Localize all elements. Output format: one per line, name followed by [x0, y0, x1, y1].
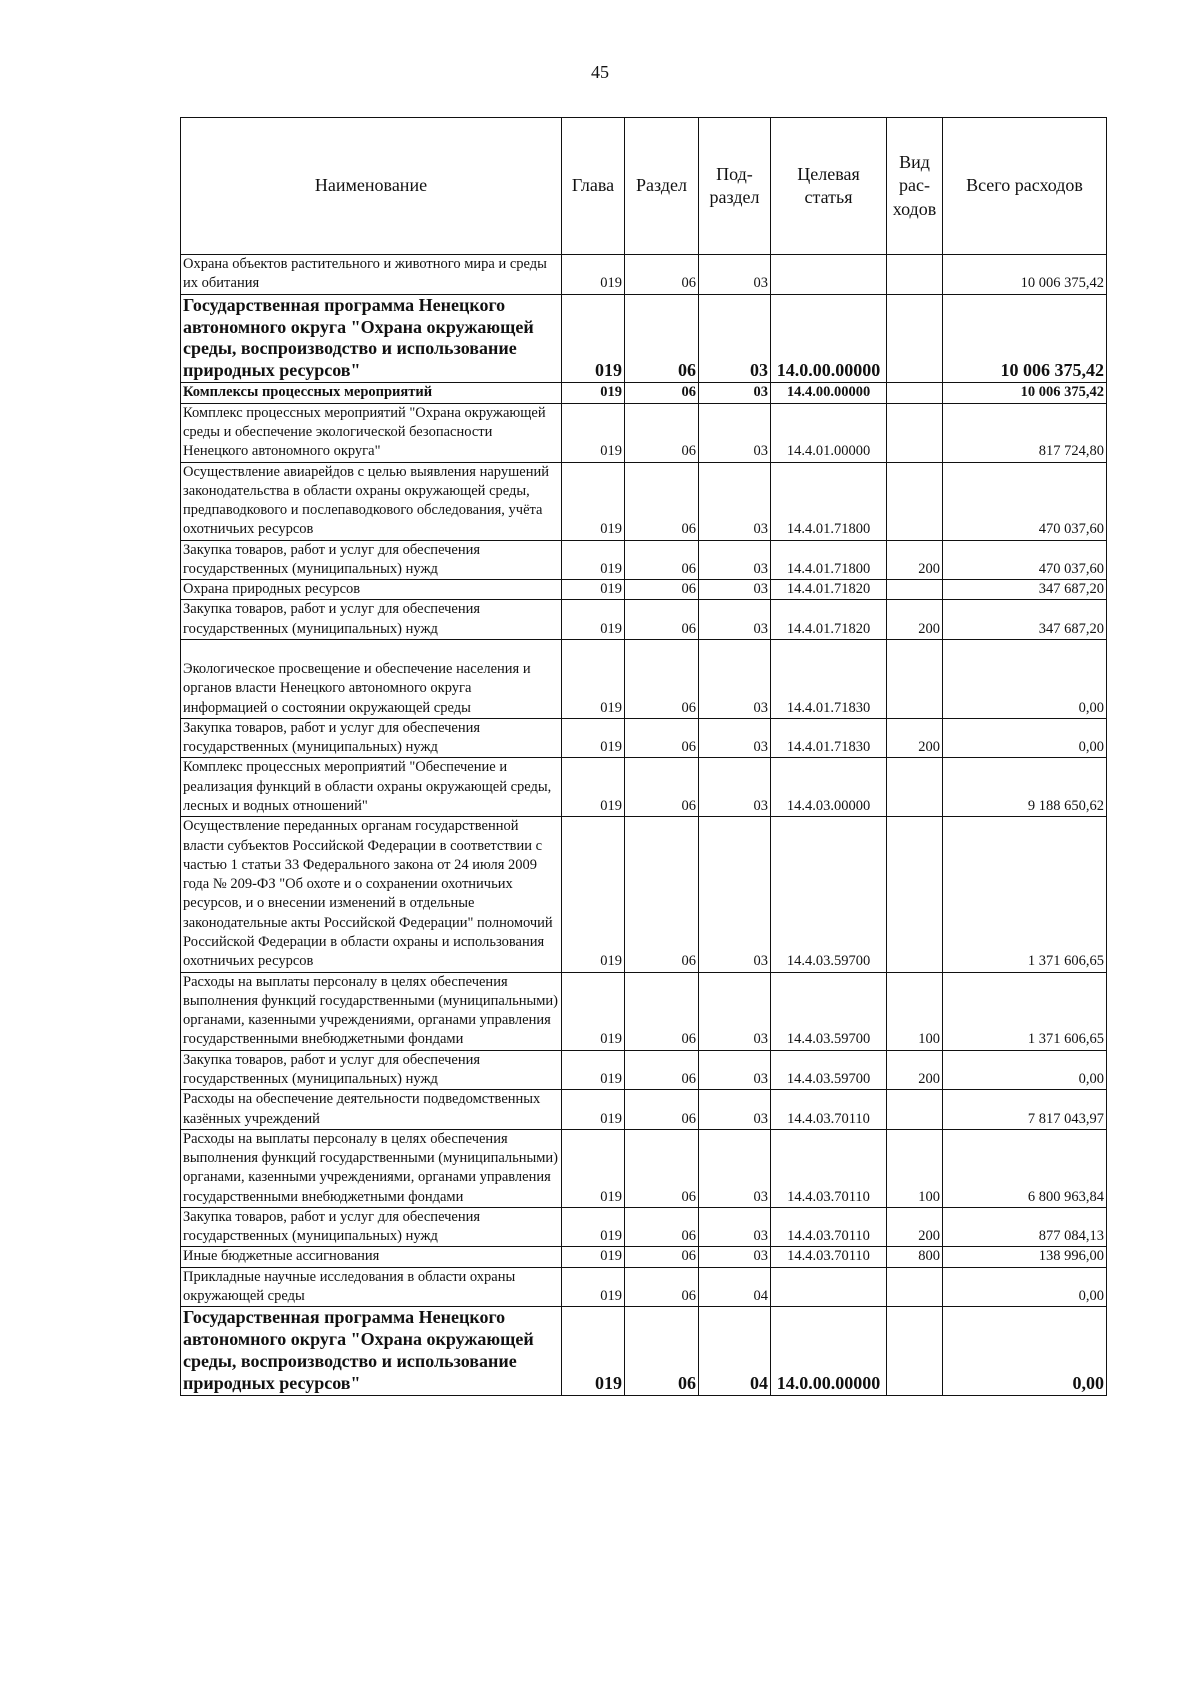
row-chapter: 019: [562, 718, 625, 758]
row-name: Осуществление авиарейдов с целью выявления нарушений законодательства в области охраны окружающей среды, предпаводкового и послепаводкового обследования, учёта охотничьих ресурсов: [181, 462, 562, 540]
row-name: Расходы на выплаты персоналу в целях обеспечения выполнения функций государственными (муниципальными) органами, казенными учреждениями, органами управления государственными внебюджетными фондами: [181, 1129, 562, 1207]
row-name: Закупка товаров, работ и услуг для обеспечения государственных (муниципальных) нужд: [181, 718, 562, 758]
row-target: 14.4.01.71820: [771, 600, 887, 640]
row-subsection: 03: [699, 1050, 771, 1090]
row-kind: [887, 294, 943, 383]
row-chapter: 019: [562, 462, 625, 540]
table-header-row: [181, 118, 1107, 255]
row-total: 877 084,13: [943, 1207, 1107, 1247]
row-target: 14.0.00.00000: [771, 1307, 887, 1396]
row-total: 0,00: [943, 1050, 1107, 1090]
header-subsection: Под-раздел: [699, 118, 771, 255]
row-target: 14.4.03.59700: [771, 972, 887, 1050]
header-total: Всего расходов: [943, 118, 1107, 255]
table-row: [181, 1207, 1107, 1247]
row-kind: 800: [887, 1247, 943, 1267]
row-chapter: 019: [562, 972, 625, 1050]
header-chapter: Глава: [562, 118, 625, 255]
row-chapter: 019: [562, 1050, 625, 1090]
row-section: 06: [625, 1247, 699, 1267]
row-section: 06: [625, 255, 699, 295]
row-kind: [887, 1307, 943, 1396]
row-total: 0,00: [943, 718, 1107, 758]
row-target: 14.4.00.00000: [771, 383, 887, 403]
row-name: Экологическое просвещение и обеспечение населения и органов власти Ненецкого автономного округа информацией о состоянии окружающей среды: [181, 640, 562, 719]
row-section: 06: [625, 600, 699, 640]
row-chapter: 019: [562, 540, 625, 580]
row-name: Государственная программа Ненецкого автономного округа "Охрана окружающей среды, воспроизводство и использование природных ресурсов": [181, 1307, 562, 1396]
row-total: 1 371 606,65: [943, 817, 1107, 972]
table-row: [181, 600, 1107, 640]
row-section: 06: [625, 640, 699, 719]
row-section: 06: [625, 1090, 699, 1130]
row-target: 14.4.01.71830: [771, 718, 887, 758]
header-kind: Вид рас-ходов: [887, 118, 943, 255]
row-kind: 100: [887, 1129, 943, 1207]
row-chapter: 019: [562, 758, 625, 817]
row-section: 06: [625, 403, 699, 462]
table-row: [181, 1247, 1107, 1267]
header-target: Целевая статья: [771, 118, 887, 255]
row-chapter: 019: [562, 1267, 625, 1307]
row-chapter: 019: [562, 403, 625, 462]
row-kind: [887, 462, 943, 540]
table-row: [181, 1050, 1107, 1090]
row-name: Охрана объектов растительного и животного мира и среды их обитания: [181, 255, 562, 295]
table-row: [181, 1307, 1107, 1396]
row-kind: 200: [887, 540, 943, 580]
row-total: 7 817 043,97: [943, 1090, 1107, 1130]
row-target: 14.4.01.00000: [771, 403, 887, 462]
row-section: 06: [625, 758, 699, 817]
row-kind: 200: [887, 718, 943, 758]
row-target: 14.0.00.00000: [771, 294, 887, 383]
table-row: [181, 462, 1107, 540]
row-subsection: 03: [699, 758, 771, 817]
row-name: Государственная программа Ненецкого автономного округа "Охрана окружающей среды, воспроизводство и использование природных ресурсов": [181, 294, 562, 383]
row-subsection: 03: [699, 718, 771, 758]
table-row: [181, 294, 1107, 383]
row-chapter: 019: [562, 580, 625, 600]
header-name: Наименование: [181, 118, 562, 255]
row-section: 06: [625, 383, 699, 403]
row-chapter: 019: [562, 817, 625, 972]
row-chapter: 019: [562, 1090, 625, 1130]
row-target: 14.4.01.71800: [771, 540, 887, 580]
row-kind: [887, 817, 943, 972]
row-total: 347 687,20: [943, 580, 1107, 600]
row-name: Комплекс процессных мероприятий "Охрана окружающей среды и обеспечение экологической безопасности Ненецкого автономного округа": [181, 403, 562, 462]
row-kind: 100: [887, 972, 943, 1050]
row-kind: [887, 1267, 943, 1307]
row-total: 9 188 650,62: [943, 758, 1107, 817]
row-target: 14.4.03.70110: [771, 1129, 887, 1207]
row-total: 10 006 375,42: [943, 294, 1107, 383]
row-target: 14.4.03.70110: [771, 1247, 887, 1267]
row-name: Закупка товаров, работ и услуг для обеспечения государственных (муниципальных) нужд: [181, 1050, 562, 1090]
row-subsection: 03: [699, 403, 771, 462]
row-subsection: 04: [699, 1307, 771, 1396]
row-kind: 200: [887, 1207, 943, 1247]
row-kind: 200: [887, 1050, 943, 1090]
row-target: 14.4.03.00000: [771, 758, 887, 817]
table-row: [181, 817, 1107, 972]
table-row: [181, 580, 1107, 600]
row-subsection: 03: [699, 462, 771, 540]
row-section: 06: [625, 1207, 699, 1247]
row-total: 817 724,80: [943, 403, 1107, 462]
row-subsection: 03: [699, 600, 771, 640]
row-target: 14.4.01.71800: [771, 462, 887, 540]
row-total: 138 996,00: [943, 1247, 1107, 1267]
row-name: Расходы на выплаты персоналу в целях обеспечения выполнения функций государственными (муниципальными) органами, казенными учреждениями, органами управления государственными внебюджетными фондами: [181, 972, 562, 1050]
row-chapter: 019: [562, 1207, 625, 1247]
row-subsection: 03: [699, 1207, 771, 1247]
row-subsection: 03: [699, 640, 771, 719]
table-row: [181, 403, 1107, 462]
row-total: 470 037,60: [943, 540, 1107, 580]
row-target: 14.4.03.70110: [771, 1090, 887, 1130]
row-chapter: 019: [562, 294, 625, 383]
row-kind: [887, 383, 943, 403]
row-chapter: 019: [562, 1307, 625, 1396]
row-target: [771, 255, 887, 295]
table-row: [181, 255, 1107, 295]
table-row: [181, 540, 1107, 580]
row-name: Осуществление переданных органам государственной власти субъектов Российской Федерации в соответствии с частью 1 статьи 33 Федерального закона от 24 июля 2009 года № 209-ФЗ "Об охоте и о сохранении охотничьих ресурсов, и о внесении изменений в отдельные законодательные акты Российской Федерации" полномочий Российской Федерации в области охраны и использования охотничьих ресурсов: [181, 817, 562, 972]
header-section: Раздел: [625, 118, 699, 255]
row-subsection: 03: [699, 383, 771, 403]
row-section: 06: [625, 1050, 699, 1090]
row-kind: [887, 1090, 943, 1130]
table-row: [181, 640, 1107, 719]
row-kind: [887, 580, 943, 600]
row-section: 06: [625, 1267, 699, 1307]
row-name: Комплекс процессных мероприятий "Обеспечение и реализация функций в области охраны окружающей среды, лесных и водных отношений": [181, 758, 562, 817]
row-section: 06: [625, 580, 699, 600]
row-subsection: 03: [699, 540, 771, 580]
row-kind: [887, 403, 943, 462]
budget-table: [180, 117, 1107, 1396]
row-section: 06: [625, 540, 699, 580]
row-section: 06: [625, 817, 699, 972]
table-row: [181, 1090, 1107, 1130]
row-subsection: 03: [699, 255, 771, 295]
row-kind: [887, 640, 943, 719]
table-row: [181, 1129, 1107, 1207]
table-row: [181, 972, 1107, 1050]
row-total: 10 006 375,42: [943, 255, 1107, 295]
row-subsection: 03: [699, 1090, 771, 1130]
row-section: 06: [625, 462, 699, 540]
row-chapter: 019: [562, 1247, 625, 1267]
row-kind: [887, 758, 943, 817]
row-name: Расходы на обеспечение деятельности подведомственных казённых учреждений: [181, 1090, 562, 1130]
row-target: 14.4.03.59700: [771, 1050, 887, 1090]
row-total: 10 006 375,42: [943, 383, 1107, 403]
table-row: [181, 758, 1107, 817]
row-name: Закупка товаров, работ и услуг для обеспечения государственных (муниципальных) нужд: [181, 600, 562, 640]
row-section: 06: [625, 1129, 699, 1207]
row-target: 14.4.01.71830: [771, 640, 887, 719]
row-section: 06: [625, 1307, 699, 1396]
row-target: 14.4.03.59700: [771, 817, 887, 972]
row-total: 0,00: [943, 640, 1107, 719]
row-subsection: 04: [699, 1267, 771, 1307]
row-section: 06: [625, 972, 699, 1050]
table-row: [181, 383, 1107, 403]
row-total: 470 037,60: [943, 462, 1107, 540]
row-total: 347 687,20: [943, 600, 1107, 640]
row-section: 06: [625, 718, 699, 758]
row-name: Комплексы процессных мероприятий: [181, 383, 562, 403]
row-target: [771, 1267, 887, 1307]
table-row: [181, 718, 1107, 758]
row-subsection: 03: [699, 817, 771, 972]
row-chapter: 019: [562, 600, 625, 640]
page-number: 45: [591, 62, 609, 82]
row-target: 14.4.01.71820: [771, 580, 887, 600]
row-name: Закупка товаров, работ и услуг для обеспечения государственных (муниципальных) нужд: [181, 1207, 562, 1247]
row-kind: [887, 255, 943, 295]
table-row: [181, 1267, 1107, 1307]
row-chapter: 019: [562, 1129, 625, 1207]
row-subsection: 03: [699, 1247, 771, 1267]
row-chapter: 019: [562, 383, 625, 403]
row-total: 0,00: [943, 1267, 1107, 1307]
row-subsection: 03: [699, 1129, 771, 1207]
row-name: Иные бюджетные ассигнования: [181, 1247, 562, 1267]
row-name: Прикладные научные исследования в области охраны окружающей среды: [181, 1267, 562, 1307]
row-subsection: 03: [699, 294, 771, 383]
row-name: Охрана природных ресурсов: [181, 580, 562, 600]
row-total: 0,00: [943, 1307, 1107, 1396]
row-section: 06: [625, 294, 699, 383]
row-subsection: 03: [699, 580, 771, 600]
row-name: Закупка товаров, работ и услуг для обеспечения государственных (муниципальных) нужд: [181, 540, 562, 580]
row-kind: 200: [887, 600, 943, 640]
row-chapter: 019: [562, 640, 625, 719]
row-total: 6 800 963,84: [943, 1129, 1107, 1207]
row-total: 1 371 606,65: [943, 972, 1107, 1050]
row-subsection: 03: [699, 972, 771, 1050]
row-target: 14.4.03.70110: [771, 1207, 887, 1247]
row-chapter: 019: [562, 255, 625, 295]
